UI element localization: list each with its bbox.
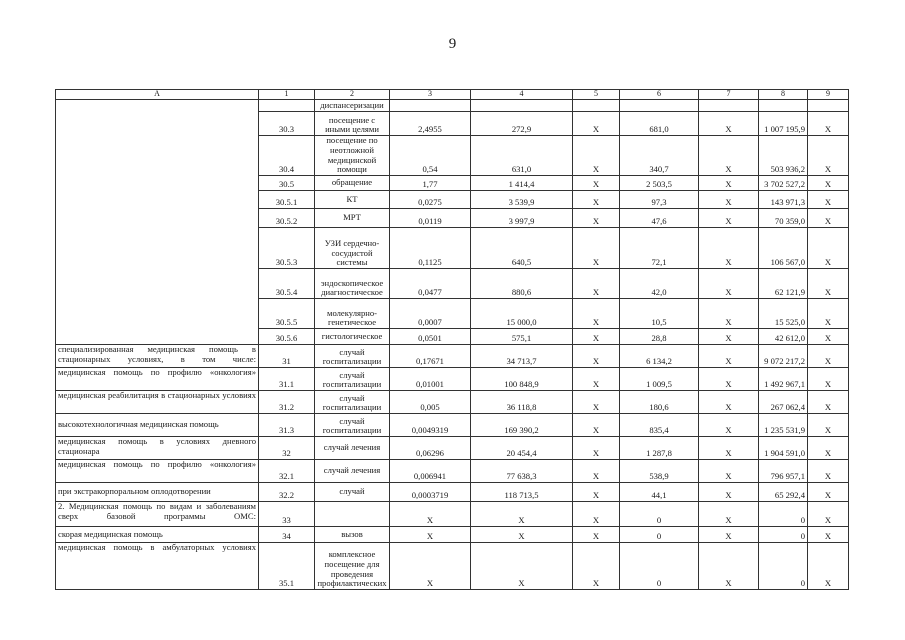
unit-cell: случай госпитализации [315,390,390,413]
value-cell: 0,01001 [390,367,471,390]
header-row [56,90,849,100]
value-cell: 3 997,9 [471,208,573,227]
value-cell: 15 000,0 [471,298,573,328]
table-row [56,459,849,482]
value-cell: Х [808,298,849,328]
value-cell: 72,1 [620,227,699,268]
row-label: специализированная медицинская помощь в стационарных условиях, в том числе: [56,344,259,367]
row-label: при экстракорпоральном оплодотворении [56,482,259,501]
value-cell: Х [808,111,849,135]
table-row [56,344,849,367]
value-cell: 0,005 [390,390,471,413]
row-number: 30.5.3 [259,227,315,268]
value-cell: 0,54 [390,135,471,175]
value-cell: 880,6 [471,268,573,298]
value-cell: Х [573,413,620,436]
value-cell: 0,06296 [390,436,471,459]
value-cell: 62 121,9 [759,268,808,298]
row-number: 30.5.5 [259,298,315,328]
value-cell: 0 [759,542,808,589]
column-header: А [56,90,259,100]
row-number: 31.1 [259,367,315,390]
row-label: медицинская помощь по профилю «онкология» [56,367,259,390]
value-cell [759,99,808,111]
value-cell: 10,5 [620,298,699,328]
row-number: 31 [259,344,315,367]
value-cell: Х [808,208,849,227]
value-cell: 0,0003719 [390,482,471,501]
table-row [56,501,849,526]
value-cell: 0,0275 [390,190,471,208]
value-cell: Х [573,501,620,526]
row-number: 30.5.6 [259,328,315,344]
column-header: 8 [759,90,808,100]
value-cell [390,99,471,111]
row-number: 34 [259,526,315,542]
column-header: 9 [808,90,849,100]
column-header: 6 [620,90,699,100]
row-number: 35.1 [259,542,315,589]
unit-cell [315,501,390,526]
value-cell: 143 971,3 [759,190,808,208]
value-cell [699,99,759,111]
row-number: 30.5.2 [259,208,315,227]
value-cell: Х [471,501,573,526]
value-cell: Х [699,526,759,542]
unit-cell: диспансеризации [315,99,390,111]
table-row [56,542,849,589]
value-cell: 640,5 [471,227,573,268]
value-cell: 1 904 591,0 [759,436,808,459]
value-cell: Х [573,482,620,501]
column-header: 4 [471,90,573,100]
value-cell: Х [699,390,759,413]
value-cell: 100 848,9 [471,367,573,390]
unit-cell: комплексное посещение для проведения профилактических [315,542,390,589]
value-cell: Х [471,526,573,542]
value-cell: Х [573,268,620,298]
column-header: 1 [259,90,315,100]
value-cell: Х [808,328,849,344]
value-cell: 835,4 [620,413,699,436]
row-number: 32.2 [259,482,315,501]
value-cell: 0,0119 [390,208,471,227]
value-cell: 1 009,5 [620,367,699,390]
value-cell: 1 492 967,1 [759,367,808,390]
row-number: 30.4 [259,135,315,175]
value-cell: 36 118,8 [471,390,573,413]
unit-cell: гистологическое [315,328,390,344]
unit-cell: молекулярно-генетическое [315,298,390,328]
value-cell: Х [699,482,759,501]
row-label: скорая медицинская помощь [56,526,259,542]
value-cell: 44,1 [620,482,699,501]
value-cell: 65 292,4 [759,482,808,501]
value-cell: 631,0 [471,135,573,175]
column-header: 7 [699,90,759,100]
table-row [56,99,849,111]
value-cell: Х [699,298,759,328]
value-cell: 0,0477 [390,268,471,298]
value-cell: Х [808,501,849,526]
column-header: 5 [573,90,620,100]
value-cell: Х [808,135,849,175]
unit-cell: случай лечения [315,436,390,459]
row-label: медицинская реабилитация в стационарных условиях [56,390,259,413]
value-cell: Х [573,227,620,268]
value-cell: 0,1125 [390,227,471,268]
value-cell: 0,17671 [390,344,471,367]
unit-cell: вызов [315,526,390,542]
value-cell: Х [699,328,759,344]
unit-cell: УЗИ сердечно-сосудистой системы [315,227,390,268]
value-cell: 0,006941 [390,459,471,482]
value-cell: 2,4955 [390,111,471,135]
value-cell: 6 134,2 [620,344,699,367]
value-cell: Х [573,328,620,344]
value-cell: Х [573,436,620,459]
value-cell: Х [573,459,620,482]
value-cell: 42,0 [620,268,699,298]
unit-cell: МРТ [315,208,390,227]
value-cell: Х [808,390,849,413]
value-cell: Х [808,190,849,208]
value-cell: Х [573,526,620,542]
value-cell: 47,6 [620,208,699,227]
value-cell: Х [390,501,471,526]
value-cell: Х [390,526,471,542]
row-label: медицинская помощь в амбулаторных условиях [56,542,259,589]
value-cell: Х [699,413,759,436]
row-label [56,99,259,344]
table-row [56,526,849,542]
row-number: 30.3 [259,111,315,135]
value-cell: Х [699,459,759,482]
value-cell: 0 [620,526,699,542]
value-cell: 681,0 [620,111,699,135]
value-cell: Х [390,542,471,589]
unit-cell: посещение по неотложной медицинской помощи [315,135,390,175]
value-cell: 70 359,0 [759,208,808,227]
row-number: 30.5.4 [259,268,315,298]
row-number: 31.2 [259,390,315,413]
value-cell: 1 007 195,9 [759,111,808,135]
value-cell: Х [699,208,759,227]
value-cell: 1 287,8 [620,436,699,459]
row-number: 30.5 [259,175,315,190]
value-cell: 796 957,1 [759,459,808,482]
value-cell: 28,8 [620,328,699,344]
column-header: 3 [390,90,471,100]
unit-cell: КТ [315,190,390,208]
row-label: 2. Медицинская помощь по видам и заболеваниям сверх базовой программы ОМС: [56,501,259,526]
value-cell: 3 702 527,2 [759,175,808,190]
value-cell: 118 713,5 [471,482,573,501]
unit-cell: случай госпитализации [315,413,390,436]
unit-cell: случай госпитализации [315,344,390,367]
row-label: медицинская помощь по профилю «онкология» [56,459,259,482]
value-cell: Х [573,344,620,367]
value-cell: 538,9 [620,459,699,482]
table-row [56,413,849,436]
table-row [56,436,849,459]
value-cell: Х [699,111,759,135]
value-cell: Х [471,542,573,589]
value-cell: 20 454,4 [471,436,573,459]
value-cell: Х [573,135,620,175]
value-cell: Х [808,413,849,436]
value-cell [808,99,849,111]
value-cell: 2 503,5 [620,175,699,190]
value-cell: Х [573,175,620,190]
value-cell: 1 414,4 [471,175,573,190]
value-cell: 97,3 [620,190,699,208]
value-cell: Х [573,390,620,413]
data-table [55,89,849,590]
unit-cell: посещение с иными целями [315,111,390,135]
value-cell: 0,0007 [390,298,471,328]
value-cell: Х [699,501,759,526]
value-cell: Х [808,175,849,190]
row-number: 33 [259,501,315,526]
value-cell: 503 936,2 [759,135,808,175]
column-header: 2 [315,90,390,100]
value-cell: Х [808,459,849,482]
page-number: 9 [448,36,457,52]
value-cell: Х [808,344,849,367]
unit-cell: случай лечения [315,459,390,482]
value-cell: 169 390,2 [471,413,573,436]
value-cell: Х [699,344,759,367]
value-cell: 3 539,9 [471,190,573,208]
unit-cell: эндоскопическое диагностическое [315,268,390,298]
table-row [56,390,849,413]
table-row [56,482,849,501]
value-cell: Х [699,436,759,459]
value-cell: Х [573,298,620,328]
row-number: 31.3 [259,413,315,436]
value-cell: Х [573,542,620,589]
value-cell: 77 638,3 [471,459,573,482]
value-cell: 0 [759,501,808,526]
value-cell: 0,0501 [390,328,471,344]
value-cell [573,99,620,111]
value-cell: Х [699,268,759,298]
value-cell: 575,1 [471,328,573,344]
row-number: 32 [259,436,315,459]
value-cell: 180,6 [620,390,699,413]
value-cell: Х [808,436,849,459]
value-cell: Х [573,208,620,227]
value-cell: Х [808,227,849,268]
value-cell: Х [573,190,620,208]
row-number: 30.5.1 [259,190,315,208]
value-cell: Х [699,367,759,390]
value-cell: Х [699,542,759,589]
value-cell [471,99,573,111]
value-cell: 267 062,4 [759,390,808,413]
row-label: медицинская помощь в условиях дневного стационара [56,436,259,459]
value-cell [620,99,699,111]
value-cell: 34 713,7 [471,344,573,367]
value-cell: Х [699,190,759,208]
row-label: высокотехнологичная медицинская помощь [56,413,259,436]
value-cell: Х [699,227,759,268]
value-cell: 272,9 [471,111,573,135]
value-cell: 0 [620,542,699,589]
value-cell: Х [699,175,759,190]
row-number [259,99,315,111]
unit-cell: случай [315,482,390,501]
unit-cell: обращение [315,175,390,190]
value-cell: Х [573,111,620,135]
value-cell: Х [808,482,849,501]
row-number: 32.1 [259,459,315,482]
value-cell: Х [808,268,849,298]
value-cell: Х [808,542,849,589]
value-cell: 9 072 217,2 [759,344,808,367]
value-cell: 15 525,0 [759,298,808,328]
value-cell: 0 [620,501,699,526]
value-cell: 340,7 [620,135,699,175]
value-cell: 0,0049319 [390,413,471,436]
table-row [56,367,849,390]
value-cell: 0 [759,526,808,542]
value-cell: 42 612,0 [759,328,808,344]
value-cell: Х [808,526,849,542]
value-cell: Х [573,367,620,390]
unit-cell: случай госпитализации [315,367,390,390]
value-cell: 1 235 531,9 [759,413,808,436]
value-cell: Х [808,367,849,390]
value-cell: 106 567,0 [759,227,808,268]
value-cell: Х [699,135,759,175]
value-cell: 1,77 [390,175,471,190]
